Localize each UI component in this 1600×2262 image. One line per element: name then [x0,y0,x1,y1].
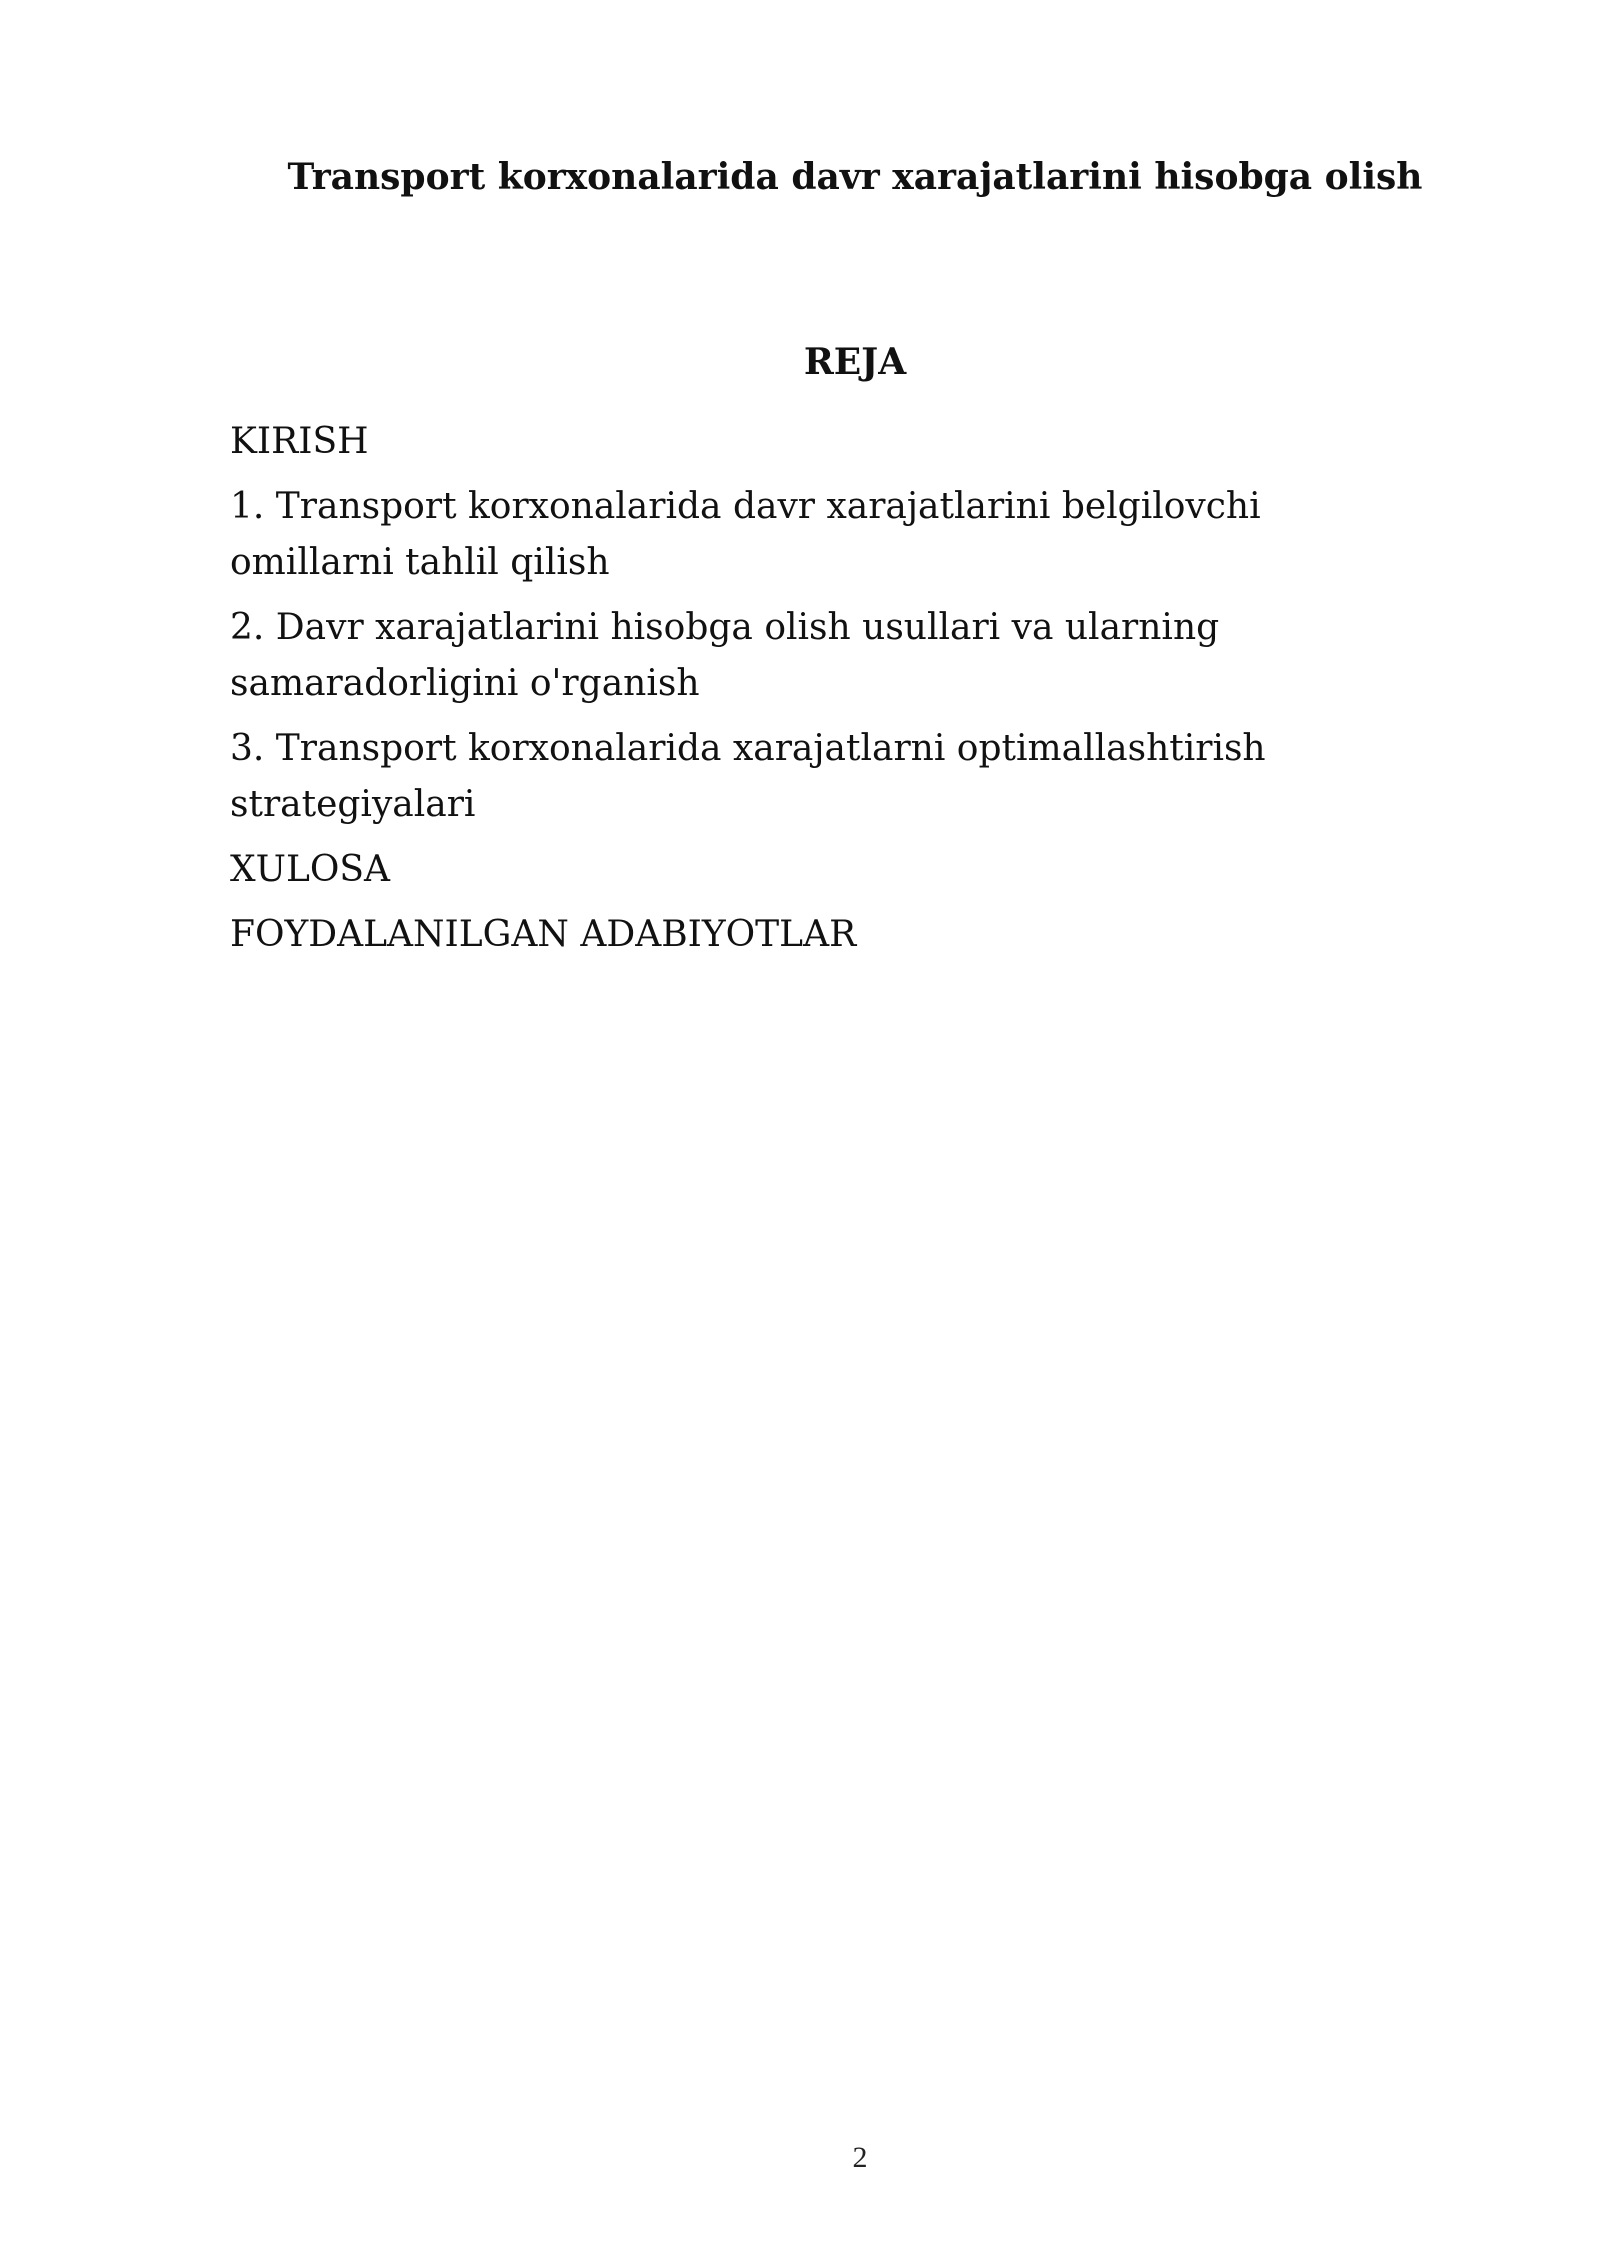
document-title: Transport korxonalarida davr xarajatlarini hisobga olish [287,156,1423,198]
plan-item-1: 1. Transport korxonalarida davr xarajatlarini belgilovchi omillarni tahlil qilish [230,486,1261,583]
plan-heading: REJA [803,341,907,383]
plan-item-2: 2. Davr xarajatlarini hisobga olish usullari va ularning samaradorligini o'rganish [230,607,1220,704]
page-number: 2 [852,2141,868,2174]
plan-item-3: 3. Transport korxonalarida xarajatlarni optimallashtirish strategiyalari [230,728,1266,825]
plan-list [230,414,1430,972]
plan-item-conclusion: XULOSA [230,849,391,890]
plan-item-references: FOYDALANILGAN ADABIYOTLAR [230,914,857,955]
plan-item-introduction: KIRISH [230,421,369,462]
